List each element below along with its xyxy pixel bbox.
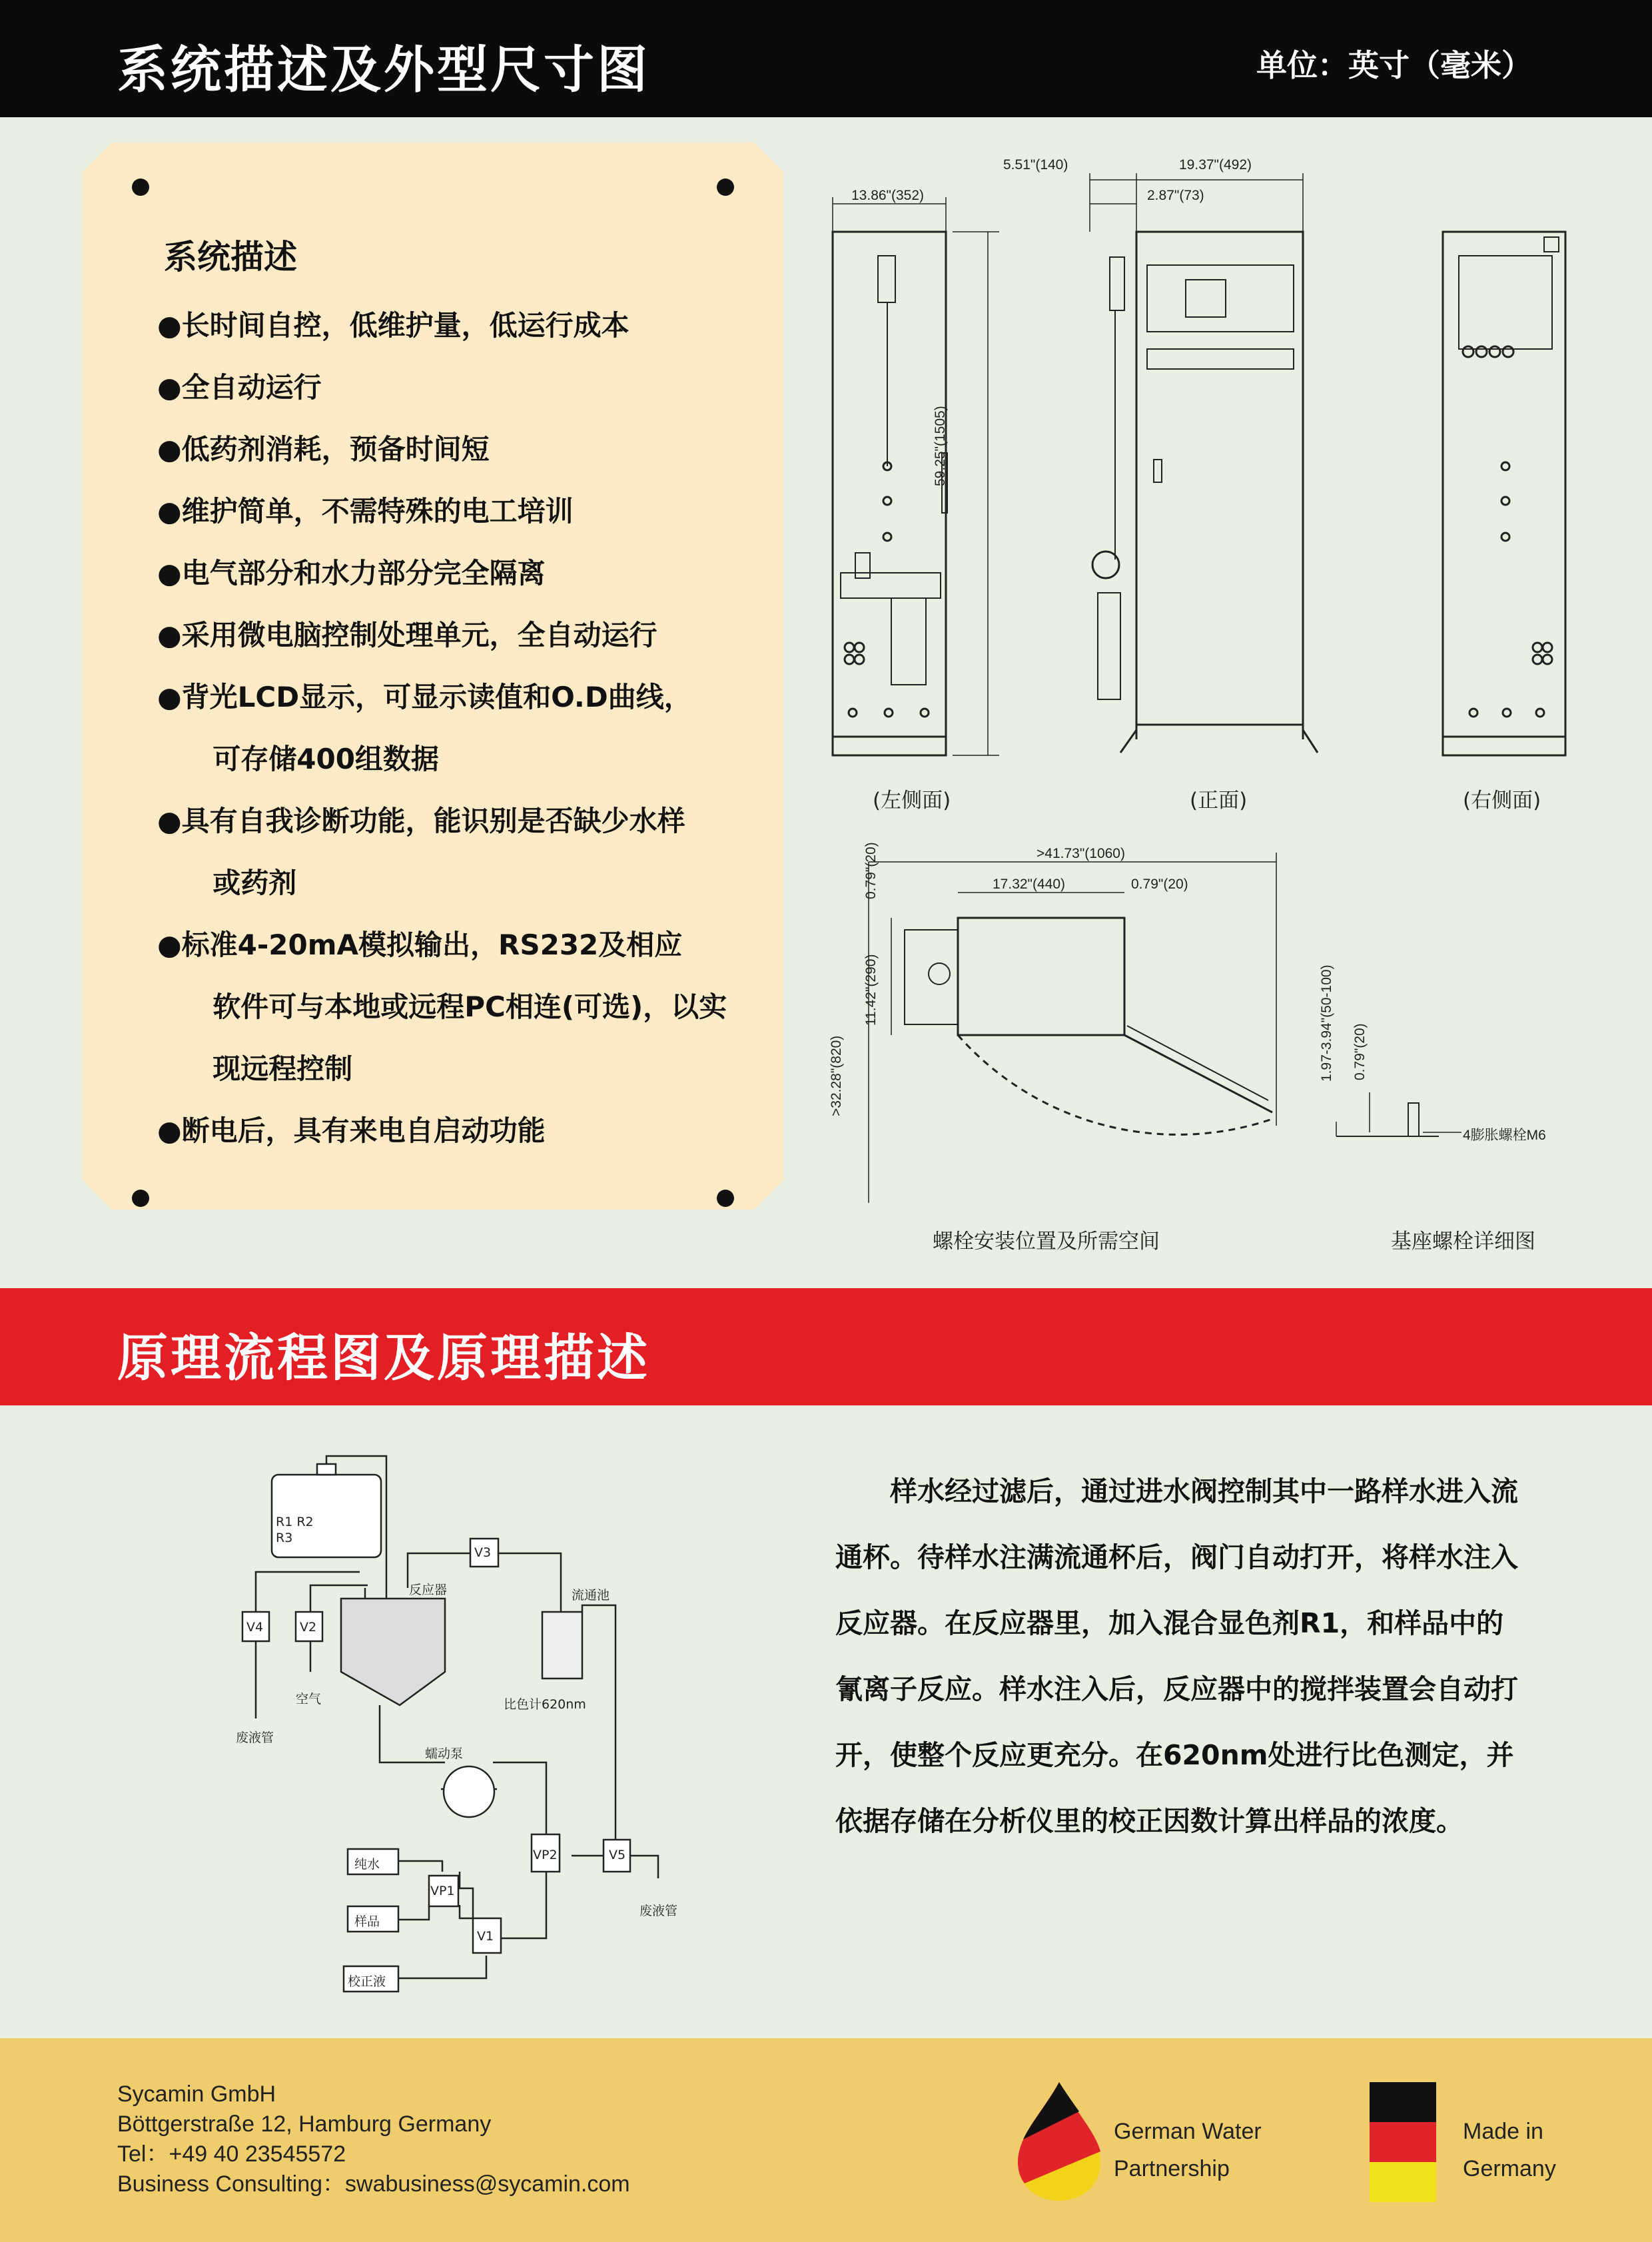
label-colorimeter: 比色计620nm <box>504 1697 586 1712</box>
feature-item: 软件可与本地或远程PC相连(可选)，以实 <box>193 990 727 1023</box>
valve-v1: V1 <box>477 1929 494 1944</box>
valve-v5: V5 <box>609 1848 626 1862</box>
caption-right-side: (右侧面) <box>1463 789 1541 813</box>
dim-front-inset: 2.87"(73) <box>1147 188 1204 203</box>
feature-item: ●断电后，具有来电自启动功能 <box>157 1114 546 1147</box>
caption-base-bolt: 基座螺栓详细图 <box>1391 1230 1535 1254</box>
right-side-cabinet <box>1443 232 1565 755</box>
feature-item: ●低药剂消耗，预备时间短 <box>157 433 490 466</box>
company-name: Sycamin GmbH <box>117 2081 276 2107</box>
label-pump: 蠕动泵 <box>425 1746 464 1761</box>
valve-vp2: VP2 <box>533 1848 558 1862</box>
dim-unit-width: 17.32"(440) <box>993 877 1066 892</box>
dim-bolt-offset: 0.79"(20) <box>1352 1023 1368 1080</box>
company-email: Business Consulting：swabusiness@sycamin.com <box>117 2171 630 2197</box>
label-air: 空气 <box>296 1692 322 1706</box>
panel-corner-dot <box>717 179 734 196</box>
page-title: 系统描述及外型尺寸图 <box>117 40 650 99</box>
feature-list <box>157 294 727 1162</box>
label-flow-cell: 流通池 <box>572 1588 610 1603</box>
dim-depth-offset: 0.79"(20) <box>863 842 879 899</box>
caption-left-side: (左侧面) <box>873 789 951 813</box>
valve-v2: V2 <box>300 1620 317 1635</box>
label-waste-pipe-2: 废液管 <box>639 1904 678 1918</box>
label-sample: 样品 <box>354 1914 380 1929</box>
feature-item: ●背光LCD显示，可显示读值和O.D曲线， <box>157 681 692 713</box>
feature-item: 或药剂 <box>193 867 297 899</box>
panel-corner-dot <box>717 1190 734 1207</box>
dim-gap: 0.79"(20) <box>1131 877 1188 892</box>
dim-left-width: 13.86"(352) <box>851 188 925 203</box>
company-info <box>117 2079 630 2199</box>
label-reactor: 反应器 <box>409 1583 448 1597</box>
dim-unit-depth: 11.42"(290) <box>863 954 879 1026</box>
reactor-vessel <box>341 1599 445 1705</box>
left-side-cabinet <box>833 232 946 755</box>
description-paragraph: 样水经过滤后，通过进水阀控制其中一路样水进入流通杯。待样水注满流通杯后，阀门自动打开，将样水注入反应器。在反应器里，加入混合显色剂R1，和样品中的氰离子反应。样水注入后，反应器中的搅拌装置会自动打开，使整个反应更充分。在620nm处进行比色测定，并依据存储在分析仪里的校正因数计算出样品的浓度。 <box>835 1475 1518 1837</box>
gwp-line1: German Water <box>1114 2119 1262 2144</box>
system-description-heading: 系统描述 <box>164 238 297 276</box>
dim-front-offset: 5.51"(140) <box>1003 157 1068 173</box>
label-waste-pipe: 废液管 <box>236 1730 274 1745</box>
bottle-label-line1: R1 R2 <box>276 1515 314 1529</box>
dim-front-width: 19.37"(492) <box>1179 157 1252 173</box>
made-line2: Germany <box>1463 2156 1556 2181</box>
german-flag-icon <box>1370 2082 1436 2202</box>
caption-front: (正面) <box>1190 789 1248 813</box>
dim-height: 59.25"(1505) <box>933 406 948 486</box>
bolt-label: 4膨胀螺栓M6 <box>1463 1128 1546 1143</box>
gwp-line2: Partnership <box>1114 2156 1230 2181</box>
made-in-text <box>1463 2113 1556 2187</box>
company-phone: Tel：+49 40 23545572 <box>117 2141 346 2167</box>
valve-vp1: VP1 <box>430 1884 455 1898</box>
label-calibration: 校正液 <box>348 1974 386 1989</box>
feature-item: ●具有自我诊断功能，能识别是否缺少水样 <box>157 805 685 837</box>
peristaltic-pump <box>444 1766 494 1817</box>
unit-label: 单位：英寸（毫米） <box>1256 47 1532 83</box>
dim-clearance-depth: >32.28"(820) <box>829 1035 844 1116</box>
feature-item: 可存储400组数据 <box>193 743 439 775</box>
feature-item: ●长时间自控，低维护量，低运行成本 <box>157 309 629 342</box>
principle-description <box>835 1459 1528 1854</box>
feature-item: ●全自动运行 <box>157 371 322 404</box>
dim-bolt-depth: 1.97-3.94"(50-100) <box>1319 964 1334 1082</box>
caption-installation: 螺栓安装位置及所需空间 <box>933 1230 1160 1254</box>
made-line1: Made in <box>1463 2119 1543 2144</box>
valve-v4: V4 <box>246 1620 264 1635</box>
gwp-text <box>1114 2113 1262 2187</box>
feature-item: ●采用微电脑控制处理单元，全自动运行 <box>157 619 657 651</box>
feature-item: ●电气部分和水力部分完全隔离 <box>157 557 546 589</box>
feature-item: ●标准4-20mA模拟输出，RS232及相应 <box>157 929 683 961</box>
feature-item: ●维护简单，不需特殊的电工培训 <box>157 495 574 528</box>
gwp-logo-icon <box>1013 2078 1106 2205</box>
feature-item: 现远程控制 <box>193 1052 353 1085</box>
valve-v3: V3 <box>474 1545 492 1560</box>
company-address: Böttgerstraße 12, Hamburg Germany <box>117 2111 492 2137</box>
install-top-view <box>958 918 1124 1035</box>
dim-clearance-width: >41.73"(1060) <box>1036 846 1125 861</box>
panel-corner-dot <box>132 179 149 196</box>
flow-cell <box>542 1612 582 1679</box>
bottle-label-line2: R3 <box>276 1531 293 1545</box>
label-pure-water: 纯水 <box>354 1857 380 1872</box>
panel-corner-dot <box>132 1190 149 1207</box>
dimension-drawing <box>799 147 1639 1266</box>
section-title: 原理流程图及原理描述 <box>117 1328 650 1387</box>
